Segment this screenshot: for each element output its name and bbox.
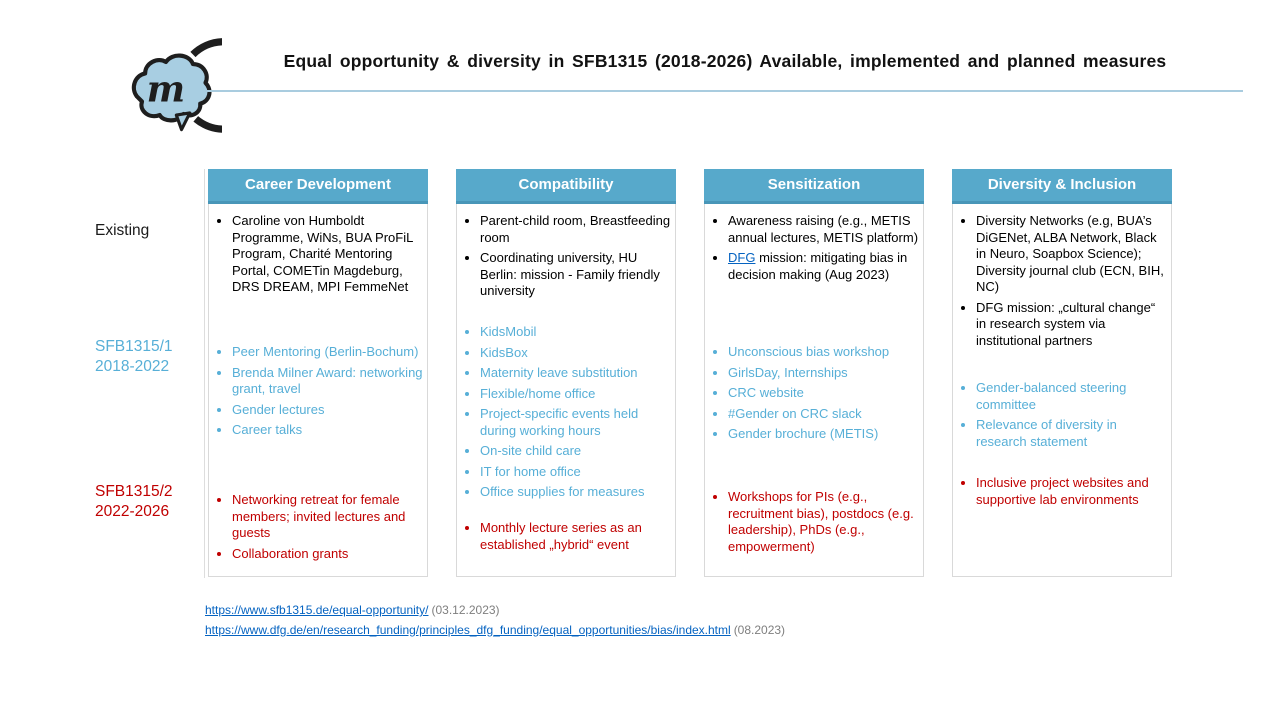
title-underline (205, 90, 1243, 92)
column-body (704, 204, 924, 577)
bullet-list-phase2 (466, 520, 671, 557)
bullet-item: • Career talks (232, 422, 423, 439)
bullet-item: • Peer Mentoring (Berlin-Bochum) (232, 344, 423, 361)
footer-line-1 (205, 601, 785, 621)
bullet-list-existing (218, 213, 423, 300)
bullet-item: • Parent-child room, Breastfeeding room (480, 213, 671, 246)
column-header-career-development: Career Development (208, 169, 428, 204)
bullet-item: • Project-specific events held during working hours (480, 406, 671, 439)
column-header-compatibility: Compatibility (456, 169, 676, 204)
bullet-item: • Workshops for PIs (e.g., recruitment bias), postdocs (e.g. leadership), PhDs (e.g., empowerment) (728, 489, 919, 555)
bullet-item: • Coordinating university, HU Berlin: mission - Family friendly university (480, 250, 671, 300)
bullet-list-phase2 (714, 489, 919, 559)
bullet-item: • KidsMobil (480, 324, 671, 341)
bullet-item: • On-site child care (480, 443, 671, 460)
column-compatibility (456, 169, 676, 577)
row-label-existing: Existing (95, 222, 150, 239)
bullet-item: • Networking retreat for female members; invited lectures and guests (232, 492, 423, 542)
bullet-item: • #Gender on CRC slack (728, 406, 919, 423)
column-body (208, 204, 428, 577)
logo-letter: m (146, 67, 186, 111)
dfg-bias-link[interactable]: https://www.dfg.de/en/research_funding/principles_dfg_funding/equal_opportunities/bias/index.html (205, 622, 731, 637)
bullet-item: • Flexible/home office (480, 386, 671, 403)
bullet-item: • IT for home office (480, 464, 671, 481)
column-header-diversity-inclusion: Diversity & Inclusion (952, 169, 1172, 204)
bullet-item: • Monthly lecture series as an established „hybrid“ event (480, 520, 671, 553)
bullet-item: • Diversity Networks (e.g, BUA’s DiGENet, ALBA Network, Black in Neuro, Soapbox Science); Diversity journal club (ECN, BIH, NC) (976, 213, 1167, 296)
bullet-list-phase2 (218, 492, 423, 566)
bullet-item: • DFG mission: „cultural change“ in research system via institutional partners (976, 300, 1167, 350)
phase1-name: SFB1315/1 (95, 338, 173, 355)
bullet-item: • Collaboration grants (232, 546, 423, 563)
row-label-sfb1315-2 (95, 482, 173, 522)
page-title: Equal opportunity & diversity in SFB1315 (2018-2026) Available, implemented and planned measures (283, 51, 1167, 71)
phase2-years: 2022-2026 (95, 503, 170, 520)
bullet-item: • GirlsDay, Internships (728, 365, 919, 382)
bullet-item: • DFG mission: mitigating bias in decision making (Aug 2023) (728, 250, 919, 283)
bullet-item: • Caroline von Humboldt Programme, WiNs, BUA ProFiL Program, Charité Mentoring Portal, COMETin Magdeburg, DRS DREAM, MPI FemmeNet (232, 213, 423, 296)
bullet-item: • KidsBox (480, 345, 671, 362)
table-divider (204, 169, 205, 578)
bullet-item: • CRC website (728, 385, 919, 402)
bullet-list-phase1 (218, 344, 423, 443)
footer-date-1: (03.12.2023) (431, 603, 500, 617)
footer-line-2 (205, 621, 785, 641)
phase2-name: SFB1315/2 (95, 483, 173, 500)
bullet-item: • Maternity leave substitution (480, 365, 671, 382)
row-label-sfb1315-1 (95, 337, 173, 377)
bullet-list-phase2 (962, 475, 1167, 512)
footer-links (205, 601, 785, 640)
bullet-item: • Gender-balanced steering committee (976, 380, 1167, 413)
bullet-item: • Inclusive project websites and supportive lab environments (976, 475, 1167, 508)
bullet-list-existing (714, 213, 919, 287)
bullet-item: • Unconscious bias workshop (728, 344, 919, 361)
bullet-item: • Relevance of diversity in research statement (976, 417, 1167, 450)
bullet-list-phase1 (466, 324, 671, 505)
bullet-item: • Office supplies for measures (480, 484, 671, 501)
bullet-item: • Gender lectures (232, 402, 423, 419)
column-body (952, 204, 1172, 577)
column-header-sensitization: Sensitization (704, 169, 924, 204)
bullet-item: • Awareness raising (e.g., METIS annual lectures, METIS platform) (728, 213, 919, 246)
sfb1315-equal-opportunity-link[interactable]: https://www.sfb1315.de/equal-opportunity/ (205, 603, 429, 617)
bullet-list-phase1 (714, 344, 919, 447)
bullet-item: • Brenda Milner Award: networking grant, travel (232, 365, 423, 398)
bullet-list-existing (962, 213, 1167, 353)
phase1-years: 2018-2022 (95, 358, 170, 375)
bullet-item: • Gender brochure (METIS) (728, 426, 919, 443)
brain-stem (176, 113, 190, 130)
dfg-inline-link[interactable]: DFG (728, 250, 756, 265)
footer-date-2: (08.2023) (733, 622, 786, 637)
column-diversity-inclusion (952, 169, 1172, 577)
bullet-list-phase1 (962, 380, 1167, 454)
column-sensitization (704, 169, 924, 577)
column-career-development (208, 169, 428, 577)
column-body (456, 204, 676, 577)
bullet-list-existing (466, 213, 671, 304)
